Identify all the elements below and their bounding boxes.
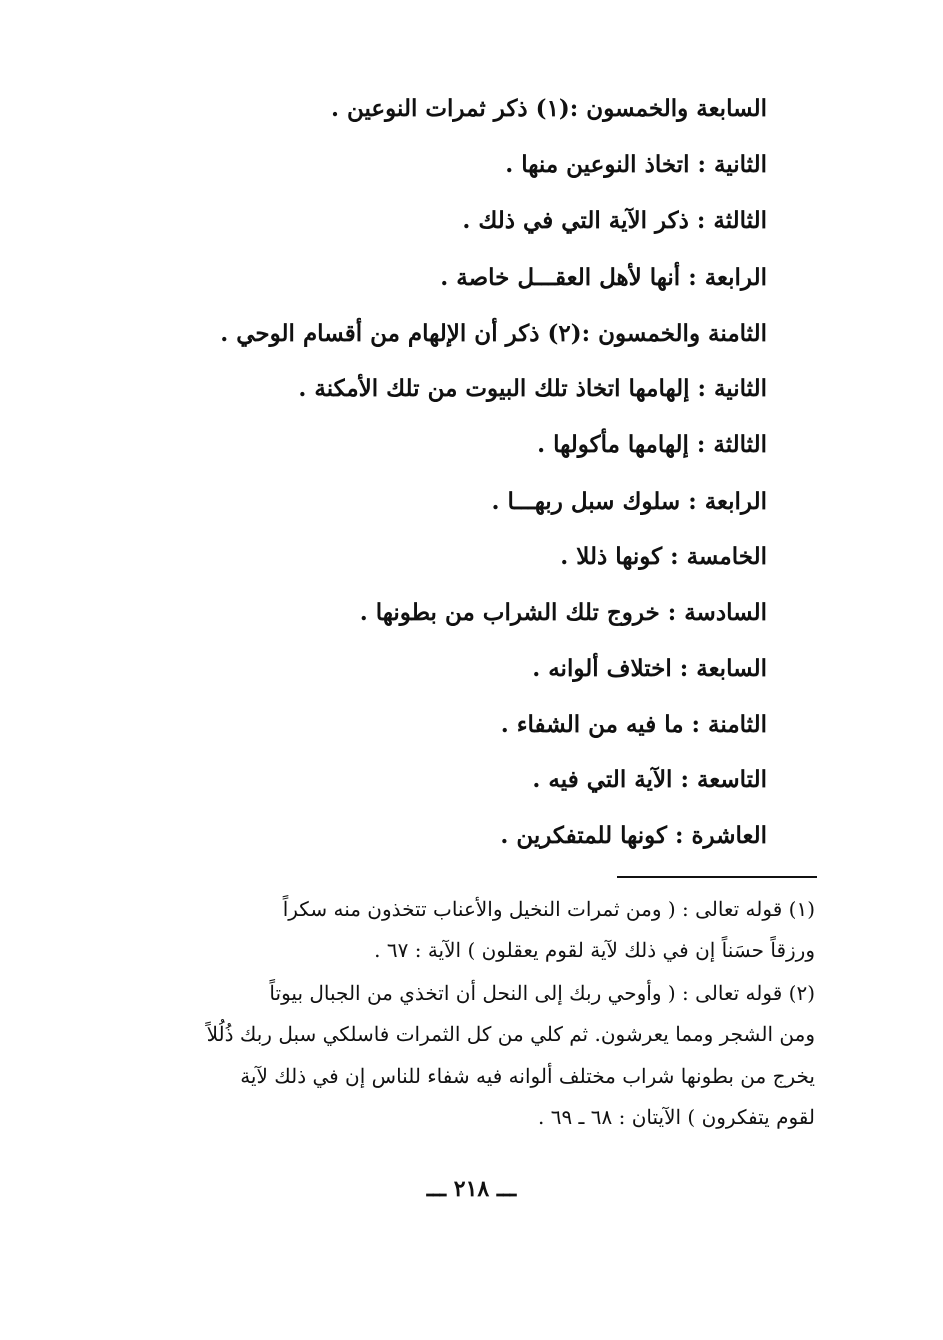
footnote-line: يخرج من بطونها شراب مختلف ألوانه فيه شفاء للناس إن في ذلك لآية: [240, 1064, 815, 1088]
main-text-line: الثانية : اتخاذ النوعين منها .: [505, 151, 767, 178]
footnote-line: ومن الشجر ومما يعرشون. ثم كلي من كل الثمرات فاسلكي سبل ربك ذُلُلاً: [206, 1022, 815, 1046]
main-text-line: الثامنة والخمسون :(٢) ذكر أن الإلهام من أقسام الوحي .: [220, 320, 767, 347]
footnote-line: ورزقاً حسَناً إن في ذلك لآية لقوم يعقلون ) الآية : ٦٧ .: [374, 938, 815, 962]
main-text-line: العاشرة : كونها للمتفكرين .: [500, 822, 767, 849]
main-text-line: الثانية : إلهامها اتخاذ تلك البيوت من تلك الأمكنة .: [298, 375, 767, 402]
page-number: ـــ ٢١٨ ـــ: [426, 1176, 517, 1202]
main-text-line: الرابعة : أنها لأهل العقـــل خاصة .: [440, 264, 767, 291]
main-text-line: الخامسة : كونها ذللا .: [560, 543, 767, 570]
main-text-line: الثامنة : ما فيه من الشفاء .: [500, 711, 767, 738]
footnote-line: (٢) قوله تعالى : ( وأوحي ربك إلى النحل أن اتخذي من الجبال بيوتاً: [269, 981, 815, 1005]
footnote-line: لقوم يتفكرون ) الآيتان : ٦٨ ـ ٦٩ .: [537, 1105, 815, 1129]
main-text-line: الرابعة : سلوك سبل ربهـــا .: [491, 488, 767, 515]
main-text-line: السابعة والخمسون :(١) ذكر ثمرات النوعين .: [330, 95, 767, 122]
main-text-line: الثالثة : إلهامها مأكولها .: [537, 431, 767, 458]
footnote-line: (١) قوله تعالى : ( ومن ثمرات النخيل والأعناب تتخذون منه سكراً: [282, 897, 815, 921]
main-text-line: السادسة : خروج تلك الشراب من بطونها .: [359, 599, 767, 626]
footnote-separator: [617, 876, 817, 878]
main-text-line: التاسعة : الآية التي فيه .: [532, 766, 767, 793]
main-text-line: السابعة : اختلاف ألوانه .: [532, 655, 767, 682]
main-text-line: الثالثة : ذكر الآية التي في ذلك .: [462, 207, 767, 234]
